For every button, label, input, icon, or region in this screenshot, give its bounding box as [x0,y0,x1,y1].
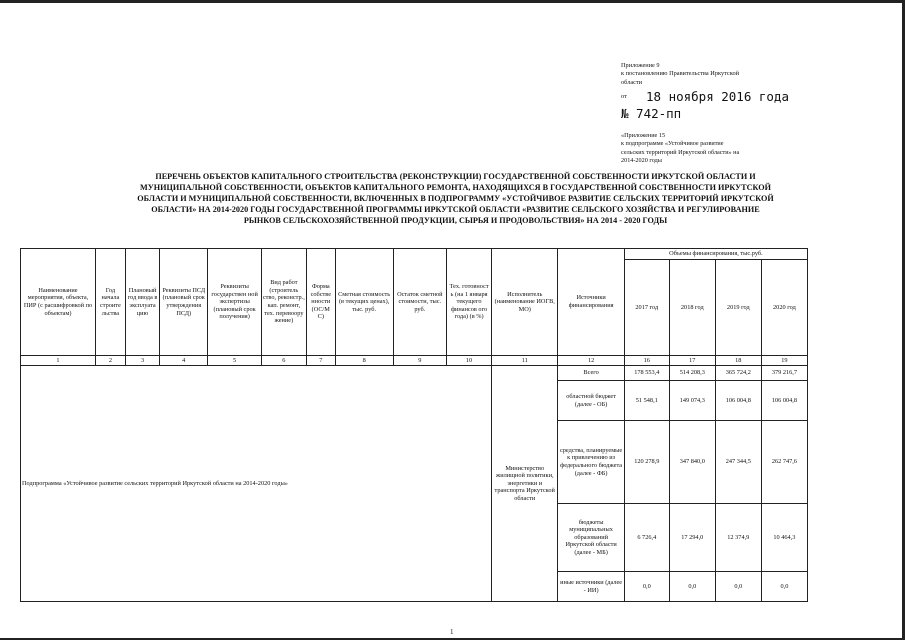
value-cell: 149 074,3 [669,381,715,421]
decree-date-stamp: 18 ноября 2016 года [646,89,789,104]
value-cell: 379 216,7 [761,366,807,381]
appendix-line: Приложение 9 [621,62,660,69]
column-number: 3 [125,356,159,366]
attachment-line: к подпрограмме «Устойчивое развитие [621,140,724,148]
value-cell: 106 004,8 [761,381,807,421]
column-number: 10 [447,356,492,366]
header-cell-expertise: Реквизиты государствен ной экспертизы (плановый срок получения) [208,249,262,356]
program-name-cell: Подпрограмма «Устойчивое развитие сельских территорий Иркутской области на 2014-2020 годы» [21,366,492,602]
header-cell-readiness: Тех. готовност ь (на 1 января текущего финансов ого года) (в %) [447,249,492,356]
value-cell: 262 747,6 [761,421,807,504]
funding-source-cell: областной бюджет (далее - ОБ) [558,381,624,421]
value-cell: 0,0 [761,572,807,602]
funding-source-cell: средства, планируемые к привлечению из федерального бюджета (далее - ФБ) [558,421,624,504]
value-cell: 0,0 [624,572,669,602]
funding-source-cell: бюджеты муниципальных образований Иркутской области (далее - МБ) [558,504,624,572]
header-cell-name: Наименование мероприятия, объекта, ПИР (с расшифровкой по объектам) [21,249,96,356]
value-cell: 347 840,0 [669,421,715,504]
column-number: 2 [95,356,125,366]
value-cell: 0,0 [669,572,715,602]
header-cell-year: 2020 год [761,260,807,356]
value-cell: 178 553,4 [624,366,669,381]
header-cell-work-type: Вид работ (строитель ство, реконстр., кап. ремонт, тех. перевоору жение) [261,249,306,356]
attachment-block [621,132,811,165]
header-cell-year: 2017 год [624,260,669,356]
header-cell-psd: Реквизиты ПСД (плановый срок утверждения ПСД) [160,249,208,356]
column-number: 7 [306,356,335,366]
value-cell: 6 726,4 [624,504,669,572]
column-number: 1 [21,356,96,366]
header-cell-executor: Исполнитель (наименование ИОГВ, МО) [492,249,558,356]
column-number: 8 [335,356,393,366]
header-cell-commission-year: Плановый год ввода в эксплуата цию [125,249,159,356]
column-number: 4 [160,356,208,366]
funding-source-cell: Всего [558,366,624,381]
column-number: 5 [208,356,262,366]
value-cell: 365 724,2 [715,366,761,381]
objects-table [20,248,808,602]
appendix-line: к постановлению Правительства Иркутской [621,70,739,78]
attachment-line: «Приложение 15 [621,132,666,139]
title-line: ОБЛАСТИ» НА 2014-2020 ГОДЫ ГОСУДАРСТВЕННОЙ ПРОГРАММЫ ИРКУТСКОЙ ОБЛАСТИ «РАЗВИТИЕ СЕЛЬСКОГО ХОЗЯЙСТВА И РЕГУЛИРОВАНИЕ [151,205,760,215]
page-number: 1 [450,628,454,636]
value-cell: 120 278,9 [624,421,669,504]
column-number: 17 [669,356,715,366]
executor-cell: Министерство жилищной политики, энергетики и транспорта Иркутской области [492,366,558,602]
column-number: 19 [761,356,807,366]
funding-source-cell: иные источники (далее - ИИ) [558,572,624,602]
value-cell: 0,0 [715,572,761,602]
column-number: 12 [558,356,624,366]
value-cell: 10 464,3 [761,504,807,572]
title-line: РЫНКОВ СЕЛЬСКОХОЗЯЙСТВЕННОЙ ПРОДУКЦИИ, СЫРЬЯ И ПРОДОВОЛЬСТВИЯ» НА 2014 - 2020 ГОДЫ [243,216,668,226]
column-number: 18 [715,356,761,366]
column-number: 16 [624,356,669,366]
document-title [18,171,893,226]
header-cell-funding-source: Источники финансирования [558,249,624,356]
column-number: 11 [492,356,558,366]
value-cell: 51 548,1 [624,381,669,421]
value-cell: 247 344,5 [715,421,761,504]
appendix-block [621,62,801,87]
title-line: ОБЛАСТИ И МУНИЦИПАЛЬНОЙ СОБСТВЕННОСТИ, ВКЛЮЧЕННЫХ В ПОДПРОГРАММУ «УСТОЙЧИВОЕ РАЗВИТИЕ СЕЛЬСКИХ ТЕРРИТОРИЙ ИРКУТСКОЙ [137,194,774,204]
title-line: ПЕРЕЧЕНЬ ОБЪЕКТОВ КАПИТАЛЬНОГО СТРОИТЕЛЬСТВА (РЕКОНСТРУКЦИИ) ГОСУДАРСТВЕННОЙ СОБСТВЕННОСТИ ИРКУТСКОЙ ОБЛАСТИ И [155,172,756,181]
header-cell-ownership: Форма собстве нности (ОС/М С) [306,249,335,356]
header-cell-start-year: Год начала строите льства [95,249,125,356]
column-number: 9 [393,356,447,366]
title-line: МУНИЦИПАЛЬНОЙ СОБСТВЕННОСТИ, ОБЪЕКТОВ КАПИТАЛЬНОГО РЕМОНТА, НАХОДЯЩИХСЯ В ГОСУДАРСТВЕННОЙ СОБСТВЕННОСТИ ИРКУТСКОЙ [140,183,771,193]
table-row [21,366,808,381]
header-cell-estimated-cost: Сметная стоимость (в текущих ценах), тыс. руб. [335,249,393,356]
value-cell: 106 004,8 [715,381,761,421]
appendix-line: области [621,78,643,86]
value-cell: 12 374,9 [715,504,761,572]
header-cell-funding-volume: Объемы финансирования, тыс.руб. [624,249,807,260]
attachment-line: сельских территорий Иркутской области» на [621,148,740,156]
column-number: 6 [261,356,306,366]
scan-edge-top [0,0,905,3]
decree-date-prefix: от [621,93,627,100]
header-cell-year: 2019 год [715,260,761,356]
attachment-line: 2014-2020 годы [621,156,662,164]
decree-number-stamp: № 742-пп [621,106,682,121]
header-cell-remaining-cost: Остаток сметной стоимости, тыс. руб. [393,249,447,356]
value-cell: 514 208,3 [669,366,715,381]
header-cell-year: 2018 год [669,260,715,356]
value-cell: 17 294,0 [669,504,715,572]
